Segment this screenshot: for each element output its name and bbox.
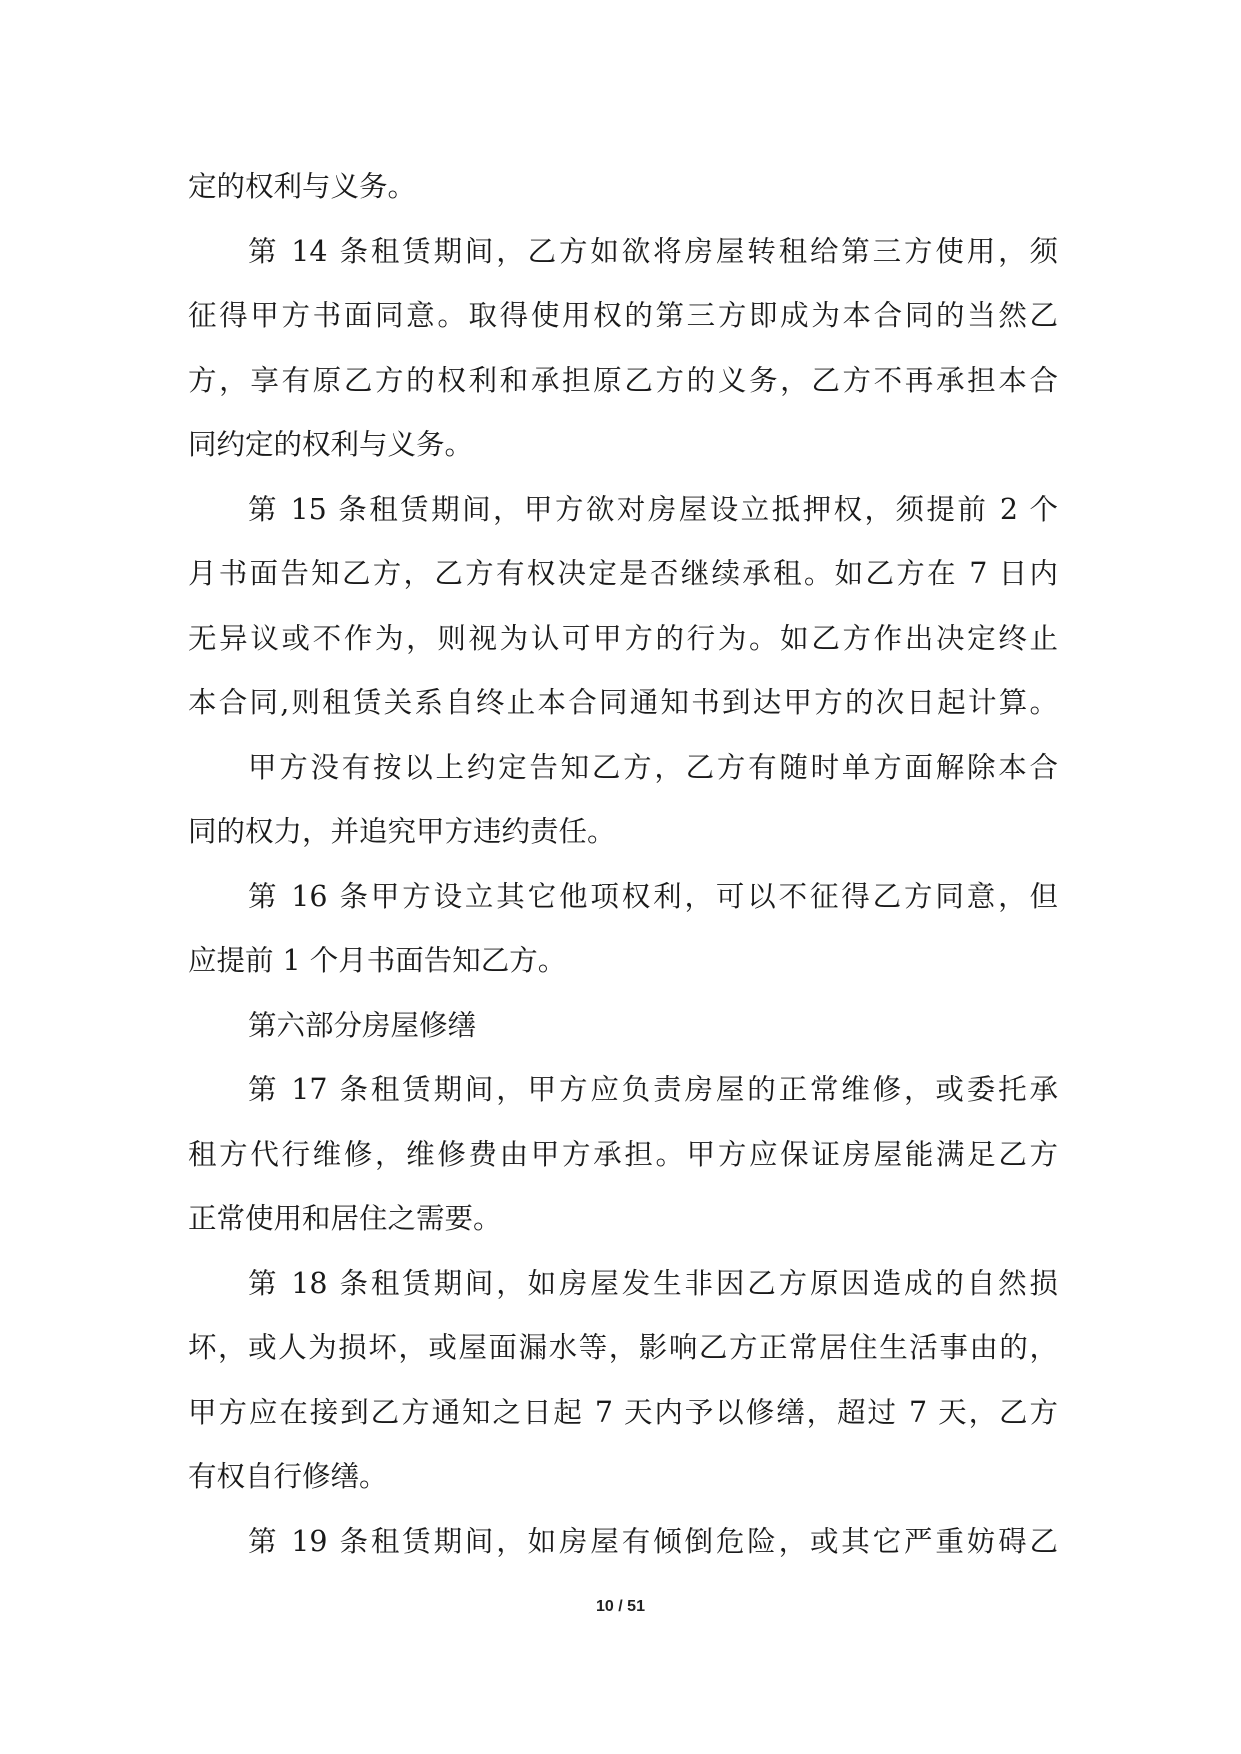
text-line: 无异议或不作为，则视为认可甲方的行为。如乙方作出决定终止	[188, 621, 1058, 655]
text-line: 甲方没有按以上约定告知乙方，乙方有随时单方面解除本合	[248, 750, 1058, 784]
text-line: 征得甲方书面同意。取得使用权的第三方即成为本合同的当然乙	[188, 299, 1058, 332]
text-line: 租方代行维修，维修费由甲方承担。甲方应保证房屋能满足乙方	[188, 1137, 1058, 1171]
document-body	[188, 155, 1058, 1574]
text-line: 第 16 条甲方设立其它他项权利，可以不征得乙方同意，但	[248, 879, 1058, 913]
text-line: 第 15 条租赁期间，甲方欲对房屋设立抵押权，须提前 2 个	[248, 492, 1058, 526]
text-line: 同的权力，并追究甲方违约责任。	[188, 815, 616, 848]
text-line: 第 18 条租赁期间，如房屋发生非因乙方原因造成的自然损	[248, 1266, 1058, 1300]
section-heading: 第六部分房屋修缮	[248, 1008, 477, 1042]
text-line: 第 14 条租赁期间，乙方如欲将房屋转租给第三方使用，须	[248, 234, 1058, 268]
text-line: 正常使用和居住之需要。	[188, 1202, 502, 1235]
text-line: 方，享有原乙方的权利和承担原乙方的义务，乙方不再承担本合	[188, 363, 1058, 397]
text-line: 同约定的权利与义务。	[188, 428, 474, 461]
text-line: 第 17 条租赁期间，甲方应负责房屋的正常维修，或委托承	[248, 1073, 1058, 1106]
text-line: 本合同,则租赁关系自终止本合同通知书到达甲方的次日起计算。	[188, 686, 1058, 719]
text-line: 月书面告知乙方，乙方有权决定是否继续承租。如乙方在 7 日内	[188, 557, 1058, 590]
text-line: 有权自行修缮。	[188, 1460, 388, 1493]
text-line: 甲方应在接到乙方通知之日起 7 天内予以修缮，超过 7 天，乙方	[188, 1395, 1058, 1429]
text-line: 坏，或人为损坏，或屋面漏水等，影响乙方正常居住生活事由的，	[188, 1331, 1058, 1364]
text-line: 第 19 条租赁期间，如房屋有倾倒危险，或其它严重妨碍乙	[248, 1524, 1058, 1558]
text-line: 定的权利与义务。	[188, 170, 417, 203]
page-number: 10 / 51	[596, 1598, 645, 1615]
text-line: 应提前 1 个月书面告知乙方。	[188, 944, 567, 977]
